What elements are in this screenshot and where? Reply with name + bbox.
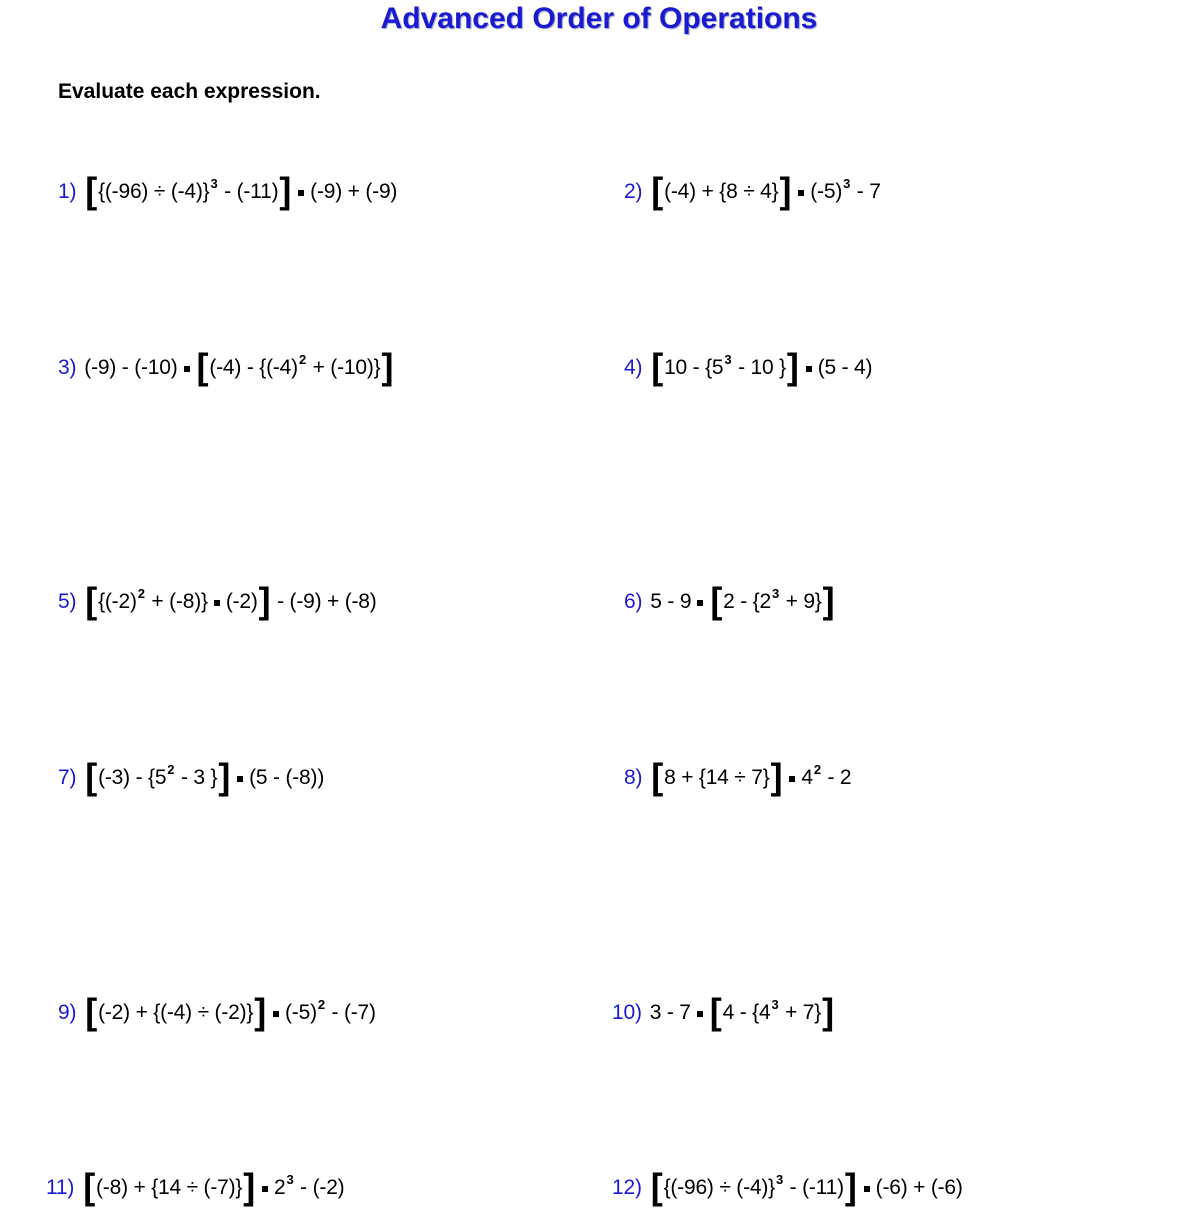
problem-8 [624,756,851,800]
problem-6 [624,580,835,624]
exponent: 3 [843,175,851,191]
bracket: [ [83,1166,95,1207]
bracket: [ [651,756,664,797]
expression-text: {(-96) ÷ (-4)} [663,1176,775,1199]
expression [84,756,325,797]
problem-number: 7) [58,766,77,789]
problem-11 [46,1166,344,1210]
expression-text: (-2) [225,590,258,613]
problem-number: 5) [58,590,77,613]
instructions: Evaluate each expression. [58,80,321,103]
bracket: [ [709,991,722,1032]
problem-number: 4) [624,356,643,379]
problem-number: 6) [624,590,643,613]
expression [650,170,881,211]
bracket: ] [844,1166,857,1207]
expression-text: {(-2) [98,590,137,613]
expression-text: - (-7) [325,1001,376,1024]
expression-text: (-9) + (-9) [310,180,398,203]
multiply-dot-icon [806,366,812,372]
multiply-dot-icon [298,190,304,196]
problem-1 [58,170,397,214]
multiply-dot-icon [697,1011,703,1017]
expression-text: (-6) + (-6) [875,1176,963,1199]
bracket: ] [779,170,792,211]
problem-number: 11) [46,1176,75,1199]
expression-text: - (-11) [218,180,279,203]
exponent: 3 [771,996,779,1012]
exponent: 2 [813,761,821,777]
multiply-dot-icon [697,600,703,606]
problem-9 [58,991,376,1035]
bracket: ] [822,991,834,1032]
bracket: [ [710,580,723,621]
expression [84,991,376,1032]
exponent: 2 [298,351,306,367]
multiply-dot-icon [789,776,795,782]
expression-text: {(-96) ÷ (-4)} [98,180,210,203]
multiply-dot-icon [864,1186,870,1192]
expression [650,756,852,797]
multiply-dot-icon [237,776,243,782]
problem-number: 2) [624,180,643,203]
multiply-dot-icon [273,1011,279,1017]
expression-text: 4 - {4 [722,1001,771,1024]
bracket: [ [196,346,209,387]
problem-number: 10) [612,1001,642,1024]
expression-text: 2 - {2 [723,590,771,613]
expression-text: 8 + {14 ÷ 7} [664,766,770,789]
expression-text: 4 [801,766,813,789]
expression-text: - (-9) + (-8) [271,590,377,613]
expression [84,580,377,621]
exponent: 3 [724,351,732,367]
bracket: [ [650,1166,663,1207]
bracket: ] [786,346,799,387]
bracket: ] [279,170,292,211]
page-title: Advanced Order of Operations [380,2,818,35]
expression [649,991,835,1032]
problem-number: 1) [58,180,77,203]
problem-2 [624,170,881,214]
expression-text: + 7} [779,1001,822,1024]
expression-text: + (-10)} [306,356,381,379]
expression [84,170,398,211]
exponent: 2 [137,585,145,601]
expression-text: + 9} [779,590,822,613]
bracket: ] [381,346,394,387]
expression-text: (-8) + {14 ÷ (-7)} [96,1176,243,1199]
bracket: [ [85,580,98,621]
expression-text: - 2 [821,766,852,789]
bracket: [ [85,170,98,211]
multiply-dot-icon [798,190,804,196]
problem-number: 12) [612,1176,642,1199]
problem-5 [58,580,377,624]
exponent: 2 [167,761,175,777]
expression-text: (5 - (-8)) [249,766,325,789]
expression-text: - 7 [851,180,881,203]
expression [84,346,394,387]
multiply-dot-icon [214,600,220,606]
multiply-dot-icon [262,1186,268,1192]
expression [650,346,873,387]
bracket: ] [822,580,835,621]
expression-text: (-2) + {(-4) ÷ (-2)} [98,1001,254,1024]
bracket: ] [218,756,231,797]
expression-text: (-3) - {5 [98,766,167,789]
problem-10 [612,991,835,1035]
exponent: 2 [317,996,325,1012]
problem-number: 3) [58,356,77,379]
problem-number: 8) [624,766,643,789]
expression-text: - (-11) [784,1176,844,1199]
bracket: [ [85,991,98,1032]
expression-text: 2 [274,1176,286,1199]
exponent: 3 [286,1171,294,1187]
problem-12 [612,1166,963,1210]
exponent: 3 [210,175,218,191]
expression-text: (-9) - (-10) [84,356,178,379]
expression-text: (-5) [810,180,843,203]
expression-text: + (-8)} [145,590,208,613]
expression-text: (-4) - {(-4) [209,356,298,379]
multiply-dot-icon [184,366,190,372]
expression [650,1166,963,1207]
exponent: 3 [775,1171,784,1187]
expression-text: - 10 } [732,356,786,379]
expression-text: 3 - 7 [649,1001,691,1024]
bracket: [ [85,756,98,797]
expression-text: 5 - 9 [650,590,692,613]
bracket: ] [243,1166,256,1207]
bracket: ] [770,756,783,797]
bracket: ] [254,991,267,1032]
bracket: ] [258,580,271,621]
expression-text: - 3 } [175,766,218,789]
problem-number: 9) [58,1001,77,1024]
expression-text: (-4) + {8 ÷ 4} [664,180,779,203]
problem-3 [58,346,394,390]
bracket: [ [651,170,664,211]
expression [82,1166,345,1207]
problem-7 [58,756,324,800]
expression [650,580,835,621]
expression-text: - (-2) [294,1176,345,1199]
expression-text: (-5) [285,1001,317,1024]
expression-text: 10 - {5 [664,356,724,379]
problem-4 [624,346,872,390]
exponent: 3 [771,585,779,601]
bracket: [ [651,346,664,387]
expression-text: (5 - 4) [817,356,873,379]
